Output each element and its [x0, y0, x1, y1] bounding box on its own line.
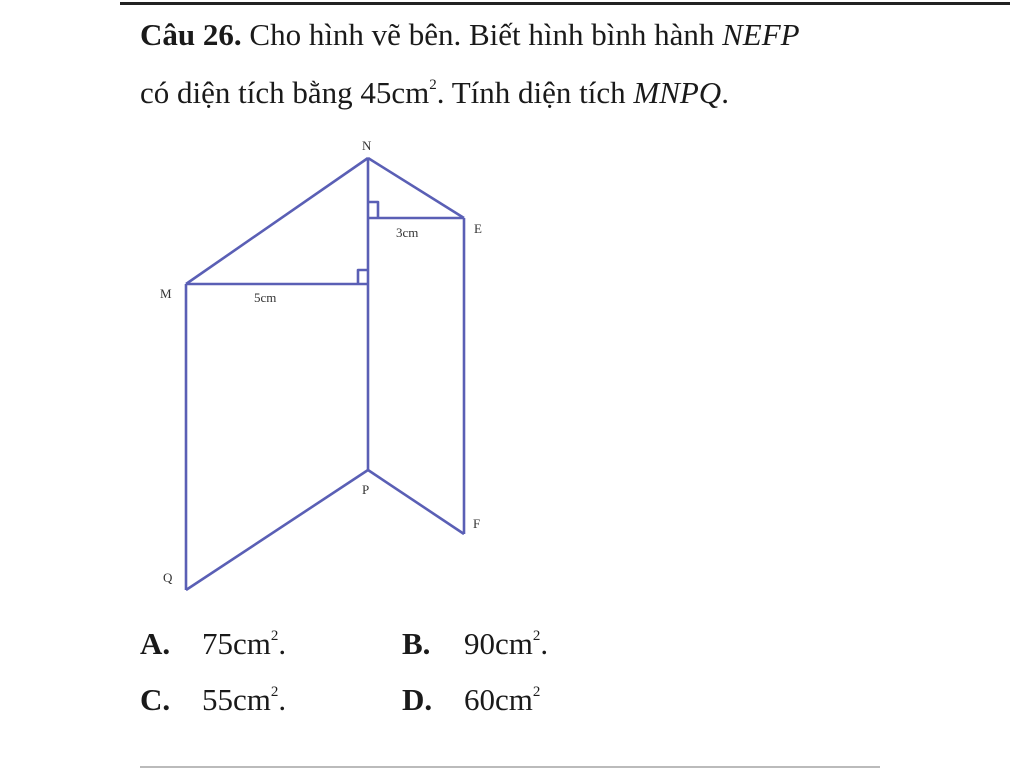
answer-letter: C. — [140, 682, 171, 717]
answer-value: 75cm — [202, 626, 271, 661]
answer-letter: B. — [402, 626, 431, 661]
question-text-part1: Cho hình vẽ bên. Biết hình bình hành — [249, 17, 715, 52]
answer-value: 55cm — [202, 682, 271, 717]
question-end: . — [721, 75, 729, 110]
shape-nefp: NEFP — [722, 17, 800, 52]
question-text-part2: có diện tích bằng — [140, 75, 353, 110]
answer-end: . — [278, 626, 287, 661]
answer-exponent: 2 — [532, 628, 541, 644]
label-n: N — [362, 138, 372, 153]
label-f: F — [473, 516, 481, 531]
measure-5cm: 5cm — [254, 290, 277, 305]
segment-pf — [368, 470, 464, 534]
answer-value: 90cm — [464, 626, 533, 661]
label-e: E — [474, 221, 482, 236]
right-angle-mark-e — [368, 202, 378, 218]
answer-end: . — [278, 682, 287, 717]
answer-d[interactable] — [402, 672, 664, 728]
answer-end: . — [540, 626, 549, 661]
answer-row-2 — [140, 672, 664, 728]
area-exponent: 2 — [429, 77, 437, 93]
question-text-part3: . Tính diện tích — [436, 75, 626, 110]
answer-options — [140, 616, 664, 728]
shape-mnpq: MNPQ — [633, 75, 722, 110]
label-m: M — [160, 286, 172, 301]
answer-value: 60cm — [464, 682, 533, 717]
answer-b[interactable] — [402, 616, 664, 672]
answer-row-1 — [140, 616, 664, 672]
answer-exponent: 2 — [270, 628, 279, 644]
answer-exponent: 2 — [270, 684, 279, 700]
figure-lines — [186, 158, 464, 590]
answer-a[interactable] — [140, 616, 402, 672]
answer-exponent: 2 — [532, 684, 541, 700]
measure-3cm: 3cm — [396, 225, 419, 240]
answer-c[interactable] — [140, 672, 402, 728]
answer-letter: D. — [402, 682, 433, 717]
right-angle-mark-m — [358, 270, 368, 284]
label-q: Q — [163, 570, 173, 585]
segment-ne — [368, 158, 464, 218]
label-p: P — [362, 482, 370, 497]
segment-mn — [186, 158, 368, 284]
bottom-rule — [140, 766, 880, 768]
answer-letter: A. — [140, 626, 171, 661]
question-number: Câu 26. — [140, 17, 242, 52]
segment-qp — [186, 470, 368, 590]
area-value: 45cm — [360, 75, 430, 110]
